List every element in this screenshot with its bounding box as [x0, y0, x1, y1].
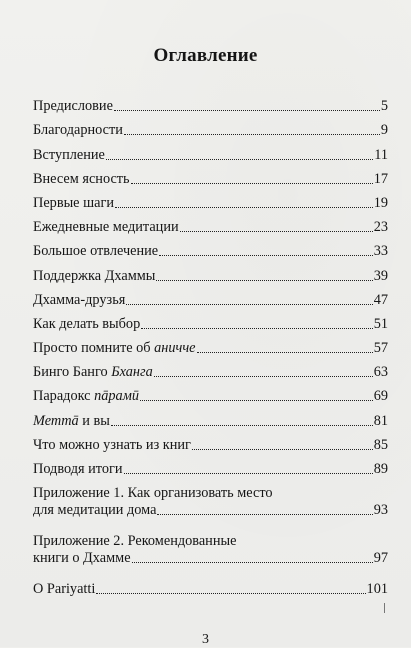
toc-entry[interactable] [33, 309, 388, 333]
toc-page-number: 81 [373, 412, 388, 429]
toc-entry-title-line1: Приложение 1. Как организовать место [33, 485, 273, 501]
dot-leader [131, 183, 373, 184]
dot-leader [157, 514, 372, 515]
toc-page-number: 63 [373, 364, 388, 381]
toc-entry[interactable] [33, 357, 388, 381]
dot-leader [141, 328, 372, 329]
toc-page-number: 101 [366, 581, 388, 598]
toc-page-number: 57 [373, 340, 388, 357]
toc-entry[interactable] [33, 212, 388, 236]
toc-entry-title: Как делать выбор [33, 315, 141, 332]
toc-entry[interactable] [33, 285, 388, 309]
toc-entry-title-line1: Приложение 2. Рекомендованные [33, 533, 237, 549]
toc-page-number: 85 [373, 436, 388, 453]
toc-entry-title: Что можно узнать из книг [33, 436, 191, 453]
toc-entry[interactable] [33, 454, 388, 478]
toc-page-number: 89 [373, 461, 388, 477]
toc-entry[interactable] [33, 260, 388, 284]
toc-page-number: 39 [373, 267, 388, 284]
dot-leader [140, 400, 373, 401]
toc-page-number: 17 [373, 170, 388, 187]
toc-page-number: 93 [373, 502, 388, 518]
toc-entry[interactable] [33, 526, 388, 567]
dot-leader [132, 562, 373, 563]
dot-leader [180, 231, 373, 232]
dot-leader [156, 280, 372, 281]
toc-entry[interactable] [33, 381, 388, 405]
toc-entry-title: Поддержка Дхаммы [33, 267, 156, 284]
toc-entry[interactable] [33, 333, 388, 357]
toc-page-number: 23 [373, 219, 388, 236]
dot-leader [124, 473, 373, 474]
toc-entry-title: Бинго Банго Бханга [33, 364, 153, 381]
toc-entry[interactable] [33, 478, 388, 519]
dot-leader [159, 255, 373, 256]
dot-leader [115, 207, 373, 208]
toc-entry[interactable] [33, 115, 388, 139]
toc-entry-title: для медитации дома [33, 502, 157, 518]
toc-page-number: 9 [380, 122, 388, 139]
toc-entry-title: Ежедневные медитации [33, 219, 179, 236]
toc-entry-title: Подводя итоги [33, 461, 123, 477]
toc-entry[interactable] [33, 91, 388, 115]
toc-entry-title: Внесем ясность [33, 170, 130, 187]
toc-entry[interactable] [33, 574, 388, 598]
toc-entry-title: книги о Дхамме [33, 550, 131, 566]
toc-entry-title: Первые шаги [33, 194, 114, 211]
dot-leader [126, 304, 372, 305]
toc-entry-title: Парадокс пāрамӣ [33, 388, 139, 405]
print-mark [384, 603, 386, 613]
table-of-contents [33, 91, 388, 598]
toc-page-number: 97 [373, 550, 388, 566]
page-title: Оглавление [153, 45, 258, 66]
toc-entry-title: Дхамма-друзья [33, 291, 126, 308]
toc-entry[interactable] [33, 139, 388, 163]
toc-entry[interactable] [33, 430, 388, 454]
toc-page-number: 51 [373, 315, 388, 332]
toc-page-number: 47 [373, 291, 388, 308]
toc-entry-title: Благодарности [33, 122, 123, 139]
toc-page-number: 33 [373, 243, 388, 260]
dot-leader [96, 593, 365, 594]
page-number: 3 [202, 632, 209, 647]
toc-entry-title: Вступление [33, 146, 105, 163]
dot-leader [114, 110, 380, 111]
dot-leader [197, 352, 373, 353]
dot-leader [111, 425, 373, 426]
toc-page-number: 19 [373, 194, 388, 211]
toc-page-number: 11 [374, 146, 388, 163]
dot-leader [124, 134, 380, 135]
toc-entry-title: Предисловие [33, 98, 113, 115]
toc-entry[interactable] [33, 405, 388, 429]
toc-entry[interactable] [33, 236, 388, 260]
toc-page-number: 69 [373, 388, 388, 405]
toc-page-number: 5 [380, 98, 388, 115]
toc-entry-title: Большое отвлечение [33, 243, 159, 260]
toc-entry-title: О Pariyatti [33, 581, 96, 598]
dot-leader [106, 159, 373, 160]
dot-leader [192, 449, 373, 450]
toc-entry[interactable] [33, 164, 388, 188]
dot-leader [154, 376, 373, 377]
toc-entry[interactable] [33, 188, 388, 212]
toc-entry-title: Просто помните об аничче [33, 340, 196, 357]
toc-entry-title: Меттā и вы [33, 412, 110, 429]
